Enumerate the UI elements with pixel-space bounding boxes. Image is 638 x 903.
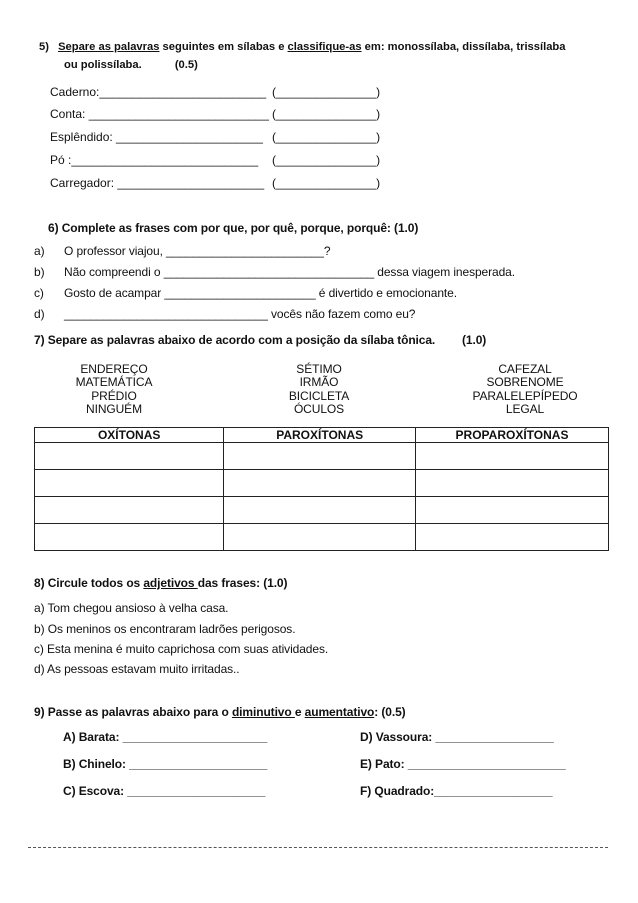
- q9-item: E) Pato: ________________________: [360, 757, 566, 771]
- word-list-item: SÉTIMO: [296, 362, 342, 376]
- q5-word: Caderno:: [50, 85, 100, 99]
- q7-title: 7) Separe as palavras abaixo de acordo com a posição da sílaba tônica.: [34, 333, 436, 347]
- answer-cell[interactable]: [416, 470, 609, 497]
- answer-cell[interactable]: [416, 497, 609, 524]
- q5-word: Pó :: [50, 153, 72, 167]
- q5-row: [50, 130, 263, 144]
- q9-item: D) Vassoura: __________________: [360, 730, 554, 744]
- header-paroxitonas: PAROXÍTONAS: [224, 428, 416, 443]
- q8-sentence: b) Os meninos os encontraram ladrões perigosos.: [34, 622, 296, 636]
- word-list-item: LEGAL: [505, 402, 545, 416]
- word-list-item: MATEMÁTICA: [75, 375, 153, 389]
- q9-title: [34, 705, 406, 719]
- q6-item-letter: a): [34, 244, 45, 258]
- q9-text-2: diminutivo: [231, 705, 295, 719]
- answer-cell[interactable]: [224, 443, 416, 470]
- q5-text-4: em: monossílaba, dissílaba, trissílaba: [361, 41, 566, 53]
- q5-score: (0.5): [174, 59, 198, 71]
- q6-item-letter: d): [34, 307, 45, 321]
- word-list-item: IRMÃO: [299, 375, 339, 389]
- q5-word: Esplêndido:: [50, 130, 117, 144]
- q5-paren: (_______________): [272, 107, 381, 121]
- word-list-item: BICICLETA: [288, 389, 350, 403]
- q8-sentence: a) Tom chegou ansioso à velha casa.: [34, 601, 229, 615]
- q5-word: Conta:: [50, 107, 89, 121]
- footer-dashed-divider: [28, 847, 608, 848]
- q9-text-5: : (0.5): [374, 705, 406, 719]
- q5-word: Carregador:: [50, 176, 118, 190]
- word-list-item: ÓCULOS: [293, 402, 345, 416]
- q6-item-text: Não compreendi o ________________________________ dessa viagem inesperada.: [64, 265, 515, 279]
- answer-cell[interactable]: [35, 470, 224, 497]
- answer-cell[interactable]: [224, 524, 416, 551]
- q7-score: (1.0): [462, 333, 487, 347]
- word-list-item: PARALELEPÍPEDO: [472, 389, 578, 403]
- word-list-item: NINGUÉM: [86, 402, 142, 416]
- q5-title-line2: [64, 59, 198, 71]
- q5-blank: ____________________________: [71, 153, 259, 167]
- q5-row: [50, 153, 258, 167]
- q5-row: [50, 85, 266, 99]
- q5-blank: _________________________: [99, 85, 267, 99]
- q5-paren: (_______________): [272, 85, 381, 99]
- q6-title: 6) Complete as frases com por que, por quê, porque, porquê: (1.0): [48, 221, 419, 235]
- answer-cell[interactable]: [416, 524, 609, 551]
- q8-title: [34, 576, 287, 590]
- q9-text-4: aumentativo: [304, 705, 375, 719]
- q5-line2: ou polissílaba.: [64, 59, 142, 71]
- q9-item: C) Escova: _____________________: [63, 784, 266, 798]
- classification-table: [34, 427, 609, 551]
- q5-paren: (_______________): [272, 153, 381, 167]
- q5-paren: (_______________): [272, 176, 381, 190]
- answer-cell[interactable]: [416, 443, 609, 470]
- table-row: [35, 443, 609, 470]
- q5-title: [39, 41, 565, 53]
- q9-text-3: e: [294, 705, 305, 719]
- table-header-row: [35, 428, 609, 443]
- q5-paren: (_______________): [272, 130, 381, 144]
- q6-item-text: O professor viajou, ________________________?: [64, 244, 331, 258]
- q8-text-3: das frases: (1.0): [197, 576, 288, 590]
- table-row: [35, 524, 609, 551]
- q9-item: B) Chinelo: _____________________: [63, 757, 268, 771]
- q5-blank: ______________________: [116, 130, 263, 144]
- word-list-item: SOBRENOME: [486, 375, 564, 389]
- q5-text-1: Separe as palavras: [58, 41, 160, 53]
- answer-cell[interactable]: [35, 524, 224, 551]
- answer-cell[interactable]: [224, 497, 416, 524]
- q5-number: 5): [39, 41, 49, 53]
- q8-sentence: c) Esta menina é muito caprichosa com suas atividades.: [34, 642, 329, 656]
- q6-item-text: _______________________________ vocês não fazem como eu?: [64, 307, 416, 321]
- q6-item-text: Gosto de acampar _______________________ é divertido e emocionante.: [64, 286, 457, 300]
- q6-item-letter: b): [34, 265, 45, 279]
- q9-item: A) Barata: ______________________: [63, 730, 268, 744]
- q8-text-1: 8) Circule todos os: [34, 576, 144, 590]
- q5-row: [50, 107, 269, 121]
- q5-text-3: classifique-as: [287, 41, 362, 53]
- q8-text-2: adjetivos: [143, 576, 198, 590]
- q8-sentence: d) As pessoas estavam muito irritadas..: [34, 662, 240, 676]
- header-oxitonas: OXÍTONAS: [35, 428, 224, 443]
- q5-text-2: seguintes em sílabas e: [159, 41, 288, 53]
- header-proparoxitonas: PROPAROXÍTONAS: [416, 428, 609, 443]
- q9-item: F) Quadrado:__________________: [360, 784, 553, 798]
- answer-cell[interactable]: [224, 470, 416, 497]
- q5-blank: ___________________________: [88, 107, 269, 121]
- word-list-item: ENDEREÇO: [80, 362, 148, 376]
- q6-item-letter: c): [34, 286, 44, 300]
- q9-text-1: 9) Passe as palavras abaixo para o: [34, 705, 232, 719]
- word-list-item: PRÉDIO: [91, 389, 137, 403]
- answer-cell[interactable]: [35, 497, 224, 524]
- answer-cell[interactable]: [35, 443, 224, 470]
- word-list-item: CAFEZAL: [498, 362, 552, 376]
- q5-blank: ______________________: [117, 176, 265, 190]
- table-row: [35, 470, 609, 497]
- table-row: [35, 497, 609, 524]
- q5-row: [50, 176, 264, 190]
